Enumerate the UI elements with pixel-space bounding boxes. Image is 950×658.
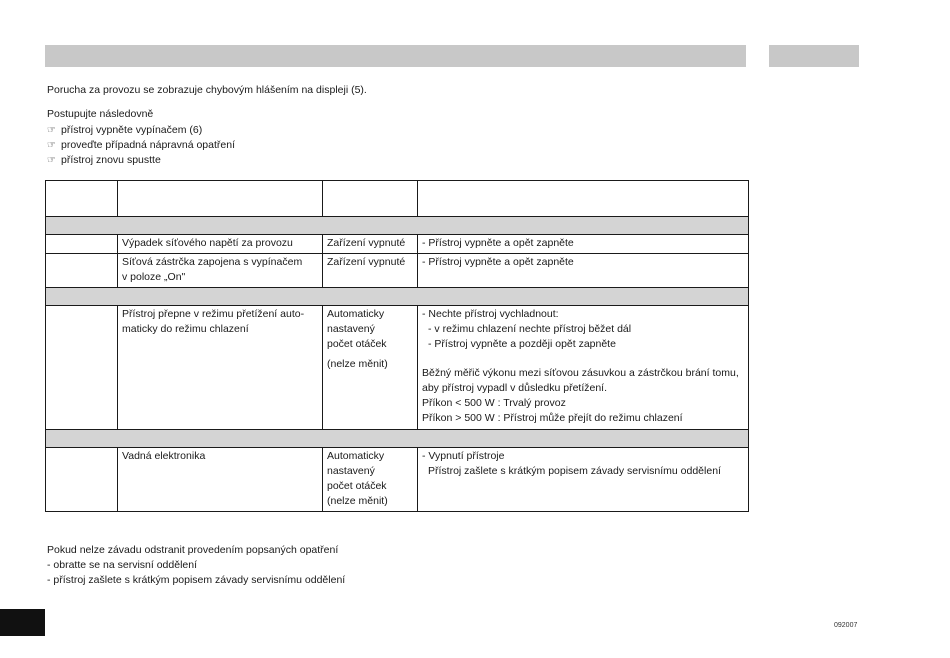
- header-bar: [45, 45, 746, 67]
- cause-cell: Vadná elektronika: [118, 448, 323, 512]
- error-table: [45, 180, 749, 512]
- table-row: [46, 448, 749, 512]
- pointing-hand-icon: ☞: [47, 155, 56, 166]
- table-header-row: [46, 181, 749, 217]
- table-row: [46, 306, 749, 430]
- section-row: [46, 217, 749, 235]
- effect-cell: Zařízení vypnuté: [323, 235, 418, 254]
- effect-cell: Zařízení vypnuté: [323, 254, 418, 288]
- cause-cell: Síťová zástrčka zapojena s vypínačem v poloze „On": [118, 254, 323, 288]
- header-tab: [769, 45, 859, 67]
- step-item: ☞ přístroj vypněte vypínačem (6): [47, 124, 203, 136]
- footer-text: Pokud nelze závadu odstranit provedením popsaných opatření: [47, 544, 339, 556]
- remedy-cell: - Přístroj vypněte a opět zapněte: [418, 254, 749, 288]
- remedy-cell: - Přístroj vypněte a opět zapněte: [418, 235, 749, 254]
- table-row: [46, 235, 749, 254]
- step-item: ☞ přístroj znovu spustte: [47, 154, 161, 166]
- footer-text: - přístroj zašlete s krátkým popisem závady servisnímu oddělení: [47, 574, 346, 586]
- section-row: [46, 288, 749, 306]
- cause-cell: Výpadek síťového napětí za provozu: [118, 235, 323, 254]
- effect-cell: Automaticky nastavený počet otáček (nelze měnit): [323, 448, 418, 512]
- footer-text: - obratte se na servisní oddělení: [47, 559, 198, 571]
- table-row: [46, 254, 749, 288]
- remedy-cell: - Vypnutí přístroje Přístroj zašlete s krátkým popisem závady servisnímu oddělení: [418, 448, 749, 512]
- pointing-hand-icon: ☞: [47, 140, 56, 151]
- cause-cell: Přístroj přepne v režimu přetížení auto- maticky do režimu chlazení: [118, 306, 323, 430]
- remedy-cell: - Nechte přístroj vychladnout: - v režimu chlazení nechte přístroj běžet dál - Přístroj vypněte a později opět zapněte Běžný měřič výkonu mezi síťovou zásuvkou a zástrčkou brání tomu, aby přístroj vypadl v důsledku přetížení. Příkon < 500 W : Trvalý provoz Příkon > 500 W : Přístroj může přejít do režimu chlazení: [418, 306, 749, 430]
- pointing-hand-icon: ☞: [47, 125, 56, 136]
- effect-cell: Automaticky nastavený počet otáček (nelze měnit): [323, 306, 418, 430]
- page-marker: [0, 609, 45, 636]
- section-row: [46, 430, 749, 448]
- step-item: ☞ proveďte případná nápravná opatření: [47, 139, 235, 151]
- intro-text: Porucha za provozu se zobrazuje chybovým hlášením na displeji (5).: [47, 84, 367, 96]
- page-code: 092007: [834, 622, 858, 629]
- instructions-heading: Postupujte následovně: [47, 108, 154, 120]
